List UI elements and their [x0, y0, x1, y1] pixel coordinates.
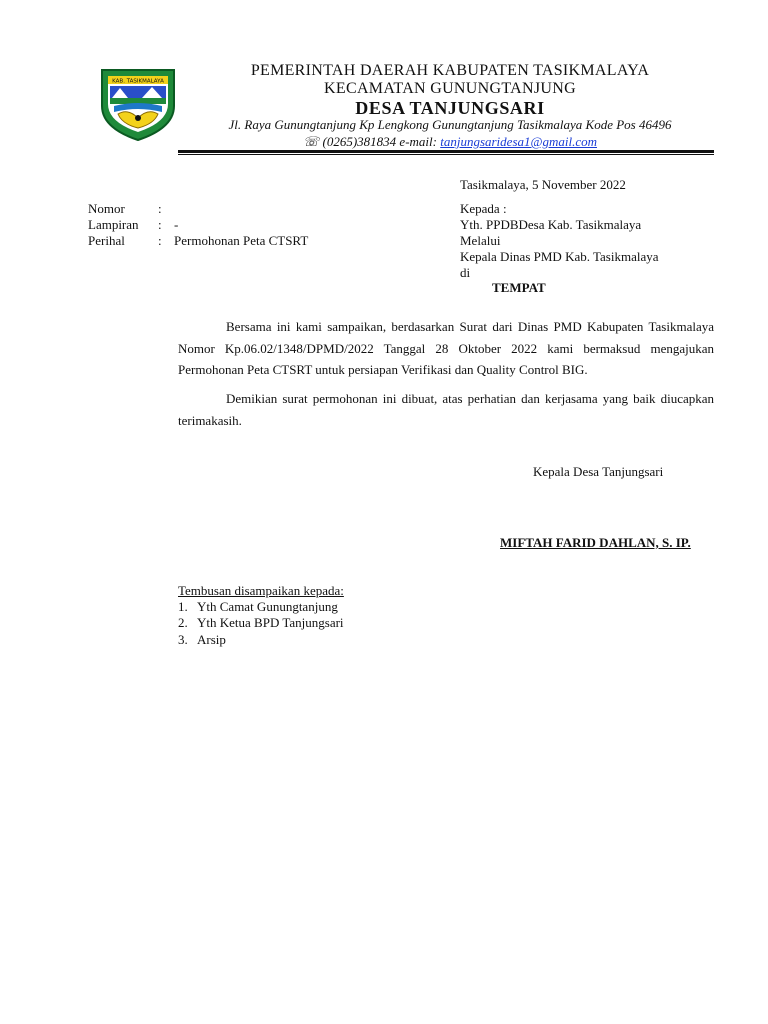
meta-value-lampiran: - — [174, 217, 179, 232]
meta-label-perihal: Perihal — [88, 233, 125, 248]
header-rule-thin — [178, 154, 714, 155]
signature-title: Kepala Desa Tanjungsari — [533, 464, 664, 479]
letterhead-government: PEMERINTAH DAERAH KABUPATEN TASIKMALAYA — [250, 62, 650, 79]
recipient-di: di — [460, 265, 471, 280]
meta-colon: : — [158, 201, 162, 216]
meta-colon: : — [158, 233, 162, 248]
body-paragraph-1: Bersama ini kami sampaikan, berdasarkan Surat dari Dinas PMD Kabupaten Tasikmalaya Nomor Kp.06.02/1348/DPMD/2022 Tanggal 28 Oktober 2022 kami bermaksud mengajukan Permohonan Peta CTSRT untuk persiapan Verifikasi dan Quality Control BIG. — [178, 319, 714, 377]
meta-label-nomor: Nomor — [88, 201, 125, 216]
phone-email-label: (0265)381834 e-mail: — [322, 134, 441, 149]
regency-logo — [98, 66, 178, 142]
signature-name: MIFTAH FARID DAHLAN, S. IP. — [500, 535, 691, 550]
cc-item-number: 3. — [178, 632, 188, 647]
cc-item-number: 2. — [178, 615, 188, 630]
cc-heading: Tembusan disampaikan kepada: — [178, 583, 344, 598]
phone-icon: ☏ — [303, 134, 320, 149]
letterhead-contact — [190, 134, 710, 150]
cc-item-text: Yth Camat Gunungtanjung — [197, 599, 338, 614]
svg-text:KAB. TASIKMALAYA: KAB. TASIKMALAYA — [112, 78, 164, 85]
recipient-via: Melalui — [460, 233, 501, 248]
cc-item-text: Arsip — [197, 632, 226, 647]
body-paragraph-2: Demikian surat permohonan ini dibuat, atas perhatian dan kerjasama yang baik diucapkan terimakasih. — [178, 391, 714, 428]
cc-item-number: 1. — [178, 599, 188, 614]
recipient-kepada: Kepada : — [460, 201, 507, 216]
recipient-addressee: Yth. PPDBDesa Kab. Tasikmalaya — [460, 217, 642, 232]
meta-colon: : — [158, 217, 162, 232]
meta-value-perihal: Permohonan Peta CTSRT — [174, 233, 309, 248]
letterhead-village: DESA TANJUNGSARI — [355, 98, 545, 118]
recipient-agency: Kepala Dinas PMD Kab. Tasikmalaya — [460, 249, 659, 264]
email-link[interactable]: tanjungsaridesa1@gmail.com — [440, 134, 597, 149]
recipient-place: TEMPAT — [492, 280, 546, 295]
letterhead-district: KECAMATAN GUNUNGTANJUNG — [324, 80, 576, 97]
letter-date: Tasikmalaya, 5 November 2022 — [460, 177, 626, 192]
cc-item-text: Yth Ketua BPD Tanjungsari — [197, 615, 344, 630]
meta-label-lampiran: Lampiran — [88, 217, 139, 232]
letterhead-address: Jl. Raya Gunungtanjung Kp Lengkong Gunungtanjung Tasikmalaya Kode Pos 46496 — [228, 117, 672, 132]
header-rule-thick — [178, 150, 714, 153]
